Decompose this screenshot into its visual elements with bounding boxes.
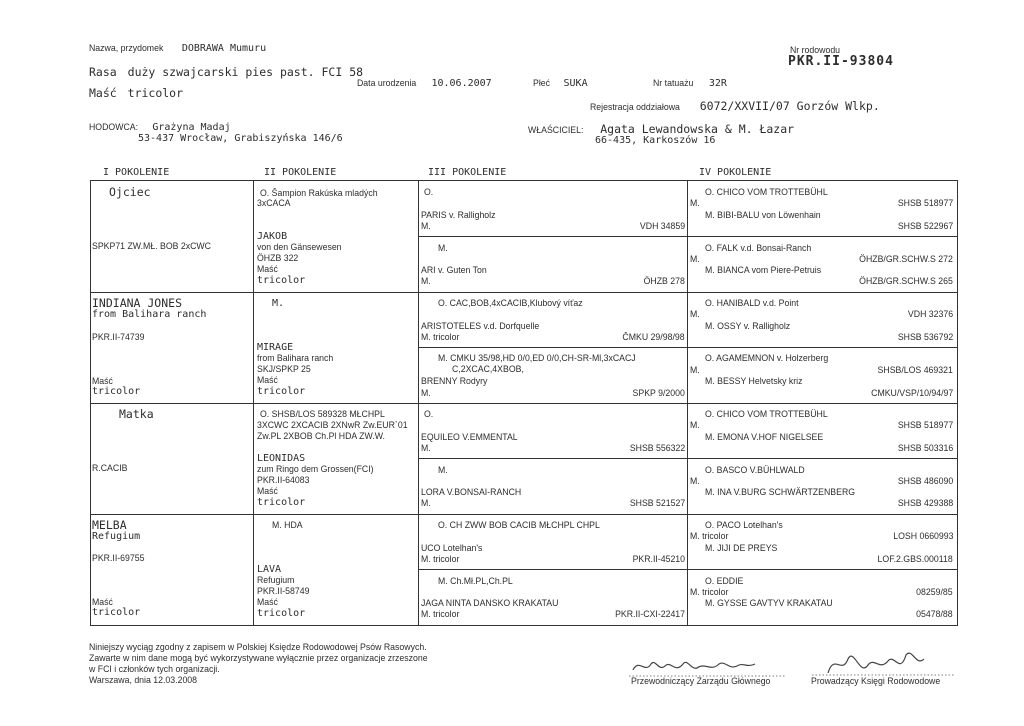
dam-titles: R.CACIB	[92, 463, 128, 474]
gen4-name: O. BASCO V.BÜHLWALD	[705, 465, 805, 476]
generation-2-header: II POKOLENIE	[264, 167, 337, 178]
gen3-titles: O. CH ZWW BOB CACIB MŁCHPL CHPL	[438, 520, 600, 531]
jakob-color-label: Maść	[257, 264, 278, 275]
leonidas-name: LEONIDAS	[257, 453, 306, 464]
gen3-color: M.	[421, 276, 431, 287]
leonidas-kennel: zum Ringo dem Grossen(FCI)	[257, 464, 374, 475]
leonidas-registration: PKR.II-64083	[257, 475, 310, 486]
gen3-color: M. tricolor	[421, 332, 460, 343]
gen4-color: M.	[690, 365, 700, 376]
tattoo-field	[653, 78, 727, 89]
branch-registration-field	[590, 100, 880, 113]
dam-color: tricolor	[92, 607, 141, 618]
gen4-name: O. AGAMEMNON v. Holzerberg	[705, 353, 829, 364]
gen3-color: M. tricolor	[421, 554, 460, 565]
gen3-color: M.	[421, 388, 431, 399]
breeder-address: 53-437 Wrocław, Grabiszyńska 146/6	[138, 133, 343, 144]
gen4-registration: SHSB 429388	[897, 498, 953, 509]
gen3-titles: M.	[438, 465, 448, 476]
sire-kennel: from Balihara ranch	[92, 309, 207, 320]
jakob-registration: ÖHZB 322	[257, 253, 299, 264]
gen3-registration: PKR.II-45210	[632, 554, 685, 565]
dam-label: Matka	[119, 407, 154, 421]
gen3-titles: O.	[424, 409, 434, 420]
breed-label: Rasa	[89, 65, 117, 79]
jakob-titles-1: O. Šampion Rakúska mladých	[260, 188, 378, 199]
gen4-name: M. EMONA V.HOF NIGELSEE	[705, 432, 824, 443]
sire-color-label: Maść	[92, 376, 113, 387]
birth-date-field	[357, 78, 492, 89]
sex-value: SUKA	[563, 78, 588, 89]
gen4-name: M. BIANCA vom Piere-Petruis	[705, 265, 822, 276]
gen3-name: PARIS v. Ralligholz	[421, 210, 496, 221]
gen3-titles: M.	[438, 243, 448, 254]
gen3-titles: O. CAC,BOB,4xCACIB,Klubový víťaz	[438, 298, 583, 309]
footer-note-line-1: Niniejszy wyciąg zgodny z zapisem w Polskiej Księdze Rodowodowej Psów Rasowych.	[89, 642, 427, 653]
gen4-registration: SHSB 486090	[897, 476, 953, 487]
color-field	[89, 87, 183, 100]
mirage-color-label: Maść	[257, 375, 278, 386]
mirage-name: MIRAGE	[257, 342, 294, 353]
tattoo-value: 32R	[708, 78, 727, 89]
gen4-color: M.	[690, 476, 700, 487]
gen4-name: O. CHICO VOM TROTTEBÜHL	[705, 409, 828, 420]
registrar-label: Prowadzący Księgi Rodowodowe	[811, 676, 941, 687]
gen4-registration: SHSB 518977	[897, 198, 953, 209]
gen4-name: O. CHICO VOM TROTTEBÜHL	[705, 187, 828, 198]
lava-name: LAVA	[257, 564, 282, 575]
leonidas-color: tricolor	[257, 497, 306, 508]
gen4-registration: SHSB 503316	[897, 443, 953, 454]
gen4-name: M. GYSSE GAVTYV KRAKATAU	[705, 598, 833, 609]
gen3-color: M.	[421, 221, 431, 232]
gen4-color: M.	[690, 198, 700, 209]
sire-color: tricolor	[92, 386, 141, 397]
gen3-color: M. tricolor	[421, 609, 460, 620]
color-label: Maść	[89, 86, 117, 100]
breed-value: duży szwajcarski pies past. FCI 58	[127, 65, 364, 79]
gen4-name: O. PACO Lotelhan's	[705, 520, 783, 531]
lava-color: tricolor	[257, 608, 306, 619]
mirage-prefix: M.	[272, 298, 285, 309]
gen3-name: EQUILEO V.EMMENTAL	[421, 432, 518, 443]
gen3-name: UCO Lotelhan's	[421, 543, 483, 554]
breeder-field	[89, 122, 231, 133]
generation-4-header: IV POKOLENIE	[699, 167, 772, 178]
footer-date: Warszawa, dnia 12.03.2008	[89, 675, 198, 686]
lava-color-label: Maść	[257, 597, 278, 608]
gen4-name: O. EDDIE	[705, 576, 744, 587]
breeder-label: HODOWCA:	[89, 122, 139, 133]
lava-titles: M. HDA	[272, 520, 303, 531]
gen4-registration: LOF.2.GBS.000118	[877, 554, 953, 565]
gen3-registration: ÖHZB 278	[643, 276, 685, 287]
mirage-registration: SKJ/SPKP 25	[257, 364, 311, 375]
gen3-name: BRENNY Rodyry	[421, 376, 488, 387]
breed-field	[89, 66, 363, 79]
generation-3-header: III POKOLENIE	[428, 167, 507, 178]
gen3-color: M.	[421, 498, 431, 509]
dog-name: DOBRAWA Mumuru	[181, 43, 267, 54]
sex-field	[533, 78, 588, 89]
gen4-color: M. tricolor	[690, 531, 729, 542]
gen3-registration: SPKP 9/2000	[632, 388, 685, 399]
birth-date-value: 10.06.2007	[431, 78, 492, 89]
gen4-registration: SHSB 536792	[897, 332, 953, 343]
gen3-name: ARI v. Guten Ton	[421, 265, 487, 276]
mirage-kennel: from Balihara ranch	[257, 353, 334, 364]
gen3-registration: VDH 34859	[639, 221, 685, 232]
gen3-titles: M. CMKU 35/98,HD 0/0,ED 0/0,CH-SR-Ml,3xCACJ	[438, 353, 636, 364]
gen3-registration: PKR.II-CXI-22417	[615, 609, 685, 620]
dam-name: MELBA	[92, 518, 127, 532]
dam-color-label: Maść	[92, 597, 113, 608]
color-value: tricolor	[127, 86, 184, 100]
gen4-registration: 08259/85	[916, 587, 953, 598]
gen4-name: M. BIBI-BALU von Löwenhain	[705, 210, 821, 221]
gen4-registration: SHSB/LOS 469321	[877, 365, 953, 376]
gen3-registration: ČMKU 29/98/98	[622, 332, 685, 343]
gen4-name: M. JIJI DE PREYS	[705, 543, 778, 554]
gen4-registration: VDH 32376	[907, 309, 953, 320]
jakob-kennel: von den Gänsewesen	[257, 242, 342, 253]
gen4-name: M. BESSY Helvetsky kriz	[705, 376, 803, 387]
birth-date-label: Data urodzenia	[357, 78, 417, 89]
dam-registration: PKR.II-69755	[92, 553, 145, 564]
generation-1-header: I POKOLENIE	[103, 167, 170, 178]
gen3-color: M.	[421, 443, 431, 454]
gen4-color: M.	[690, 254, 700, 265]
sex-label: Płeć	[533, 78, 551, 89]
name-label: Nazwa, przydomek	[89, 43, 164, 54]
gen3-registration: SHSB 556322	[629, 443, 685, 454]
gen3-titles: O.	[424, 187, 434, 198]
lava-registration: PKR.II-58749	[257, 586, 310, 597]
name-field	[89, 43, 266, 54]
owner-label: WŁAŚCICIEL:	[528, 125, 584, 136]
gen4-registration: 05478/88	[916, 609, 953, 620]
gen3-name: JAGA NINTA DANSKO KRAKATAU	[421, 598, 559, 609]
jakob-titles-2: 3xCACA	[257, 198, 291, 209]
registration-number: PKR.II-93804	[788, 54, 894, 69]
chairman-label: Przewodniczący Zarządu Głównego	[631, 676, 771, 687]
gen4-color: M.	[690, 420, 700, 431]
dam-kennel: Refugium	[92, 531, 141, 542]
leonidas-color-label: Maść	[257, 486, 278, 497]
gen4-registration: CMKU/VSP/10/94/97	[870, 388, 953, 399]
branch-label: Rejestracja oddziałowa	[590, 102, 680, 113]
branch-value: 6072/XXVII/07 Gorzów Wlkp.	[699, 99, 880, 113]
gen4-registration: LOSH 0660993	[892, 531, 953, 542]
gen3-name: ARISTOTELES v.d. Dorfquelle	[421, 321, 540, 332]
jakob-name: JAKOB	[257, 231, 288, 242]
breeder-name: Grażyna Madaj	[152, 122, 231, 133]
gen4-name: O. HANIBALD v.d. Point	[705, 298, 799, 309]
gen4-registration: SHSB 522967	[897, 221, 953, 232]
gen3-name: LORA V.BONSAI-RANCH	[421, 487, 522, 498]
tattoo-label: Nr tatuażu	[653, 78, 694, 89]
gen3-titles-2: C,2XCAC,4XBOB,	[452, 364, 524, 375]
mirage-color: tricolor	[257, 386, 306, 397]
owner-address: 66-435, Karkoszów 16	[595, 135, 716, 146]
gen4-registration: ÖHZB/GR.SCHW.S 265	[859, 276, 953, 287]
leonidas-titles-1: O. SHSB/LOS 589328 MŁCHPL	[260, 409, 385, 420]
registration-label: Nr rodowodu	[790, 45, 841, 56]
gen4-color: M. tricolor	[690, 587, 729, 598]
sire-registration: PKR.II-74739	[92, 332, 145, 343]
gen4-name: O. FALK v.d. Bonsai-Ranch	[705, 243, 812, 254]
owner-name: Agata Lewandowska & M. Łazar	[600, 122, 795, 136]
gen3-titles: M. Ch.Mł.PL,Ch.PL	[438, 576, 513, 587]
sire-label: Ojciec	[109, 185, 151, 199]
sire-titles: SPKP71 ZW.MŁ. BOB 2xCWC	[92, 241, 211, 252]
gen4-registration: ÖHZB/GR.SCHW.S 272	[859, 254, 953, 265]
footer-note-line-3: w FCI i członków tych organizacji.	[89, 664, 220, 675]
gen3-registration: SHSB 521527	[629, 498, 685, 509]
lava-kennel: Refugium	[257, 575, 295, 586]
gen4-name: M. OSSY v. Ralligholz	[705, 321, 791, 332]
footer-note-line-2: Zawarte w nim dane mogą być wykorzystywane wyłącznie przez organizacje zrzeszone	[89, 653, 428, 664]
leonidas-titles-2: 3XCWC 2XCACIB 2XNwR Zw.EUR`01	[257, 420, 408, 431]
jakob-color: tricolor	[257, 275, 306, 286]
leonidas-titles-3: Zw.PL 2XBOB Ch.Pl HDA ZW.W.	[257, 431, 385, 442]
gen4-registration: SHSB 518977	[897, 420, 953, 431]
gen4-color: M.	[690, 309, 700, 320]
gen4-name: M. INA V.BURG SCHWÄRTZENBERG	[705, 487, 856, 498]
sire-name: INDIANA JONES	[92, 296, 183, 310]
